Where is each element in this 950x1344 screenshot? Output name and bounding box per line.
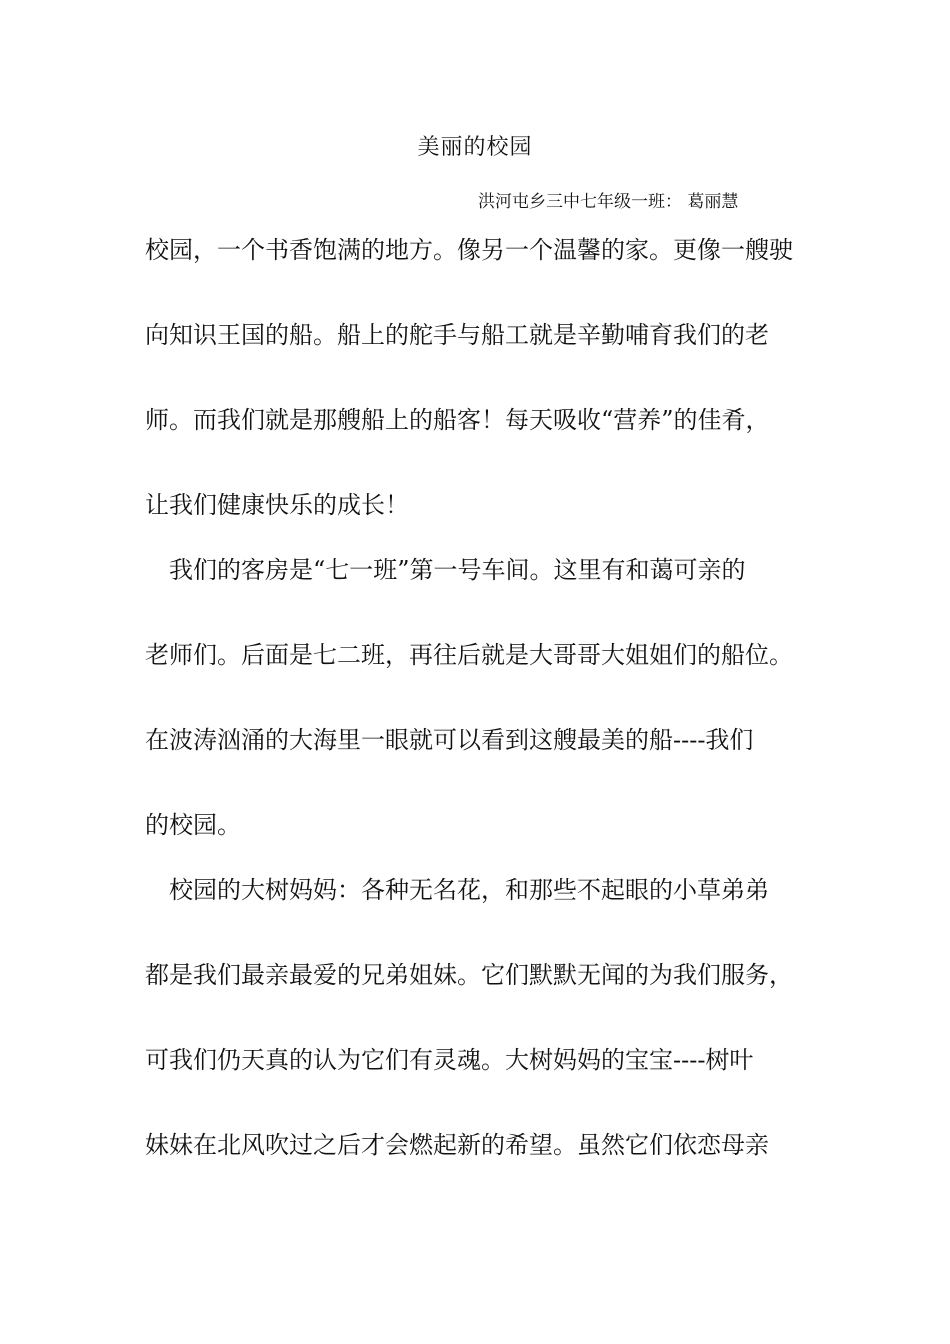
text-line: 都是我们最亲最爱的兄弟姐妹。它们默默无闻的为我们服务， [145,961,793,989]
text-line: 妹妹在北风吹过之后才会燃起新的希望。虽然它们依恋母亲 [145,1131,769,1159]
text-line: 我们的客房是“七一班”第一号车间。这里有和蔼可亲的 [145,556,746,584]
text-line: 向知识王国的船。船上的舵手与船工就是辛勤哺育我们的老 [145,321,769,349]
text-line: 校园，一个书香饱满的地方。像另一个温馨的家。更像一艘驶 [145,236,793,264]
text-line: 让我们健康快乐的成长！ [145,491,409,519]
text-line: 的校园。 [145,811,241,839]
text-line: 在波涛汹涌的大海里一眼就可以看到这艘最美的船----我们 [145,726,754,754]
text-line: 老师们。后面是七二班，再往后就是大哥哥大姐姐们的船位。 [145,641,793,669]
text-line: 校园的大树妈妈：各种无名花，和那些不起眼的小草弟弟 [145,876,769,904]
text-line: 师。而我们就是那艘船上的船客！每天吸收“营养”的佳肴， [145,406,770,434]
text-line: 可我们仍天真的认为它们有灵魂。大树妈妈的宝宝----树叶 [145,1046,754,1074]
document-title: 美丽的校园 [417,135,533,160]
author-byline: 洪河屯乡三中七年级一班： 葛丽慧 [478,192,739,212]
